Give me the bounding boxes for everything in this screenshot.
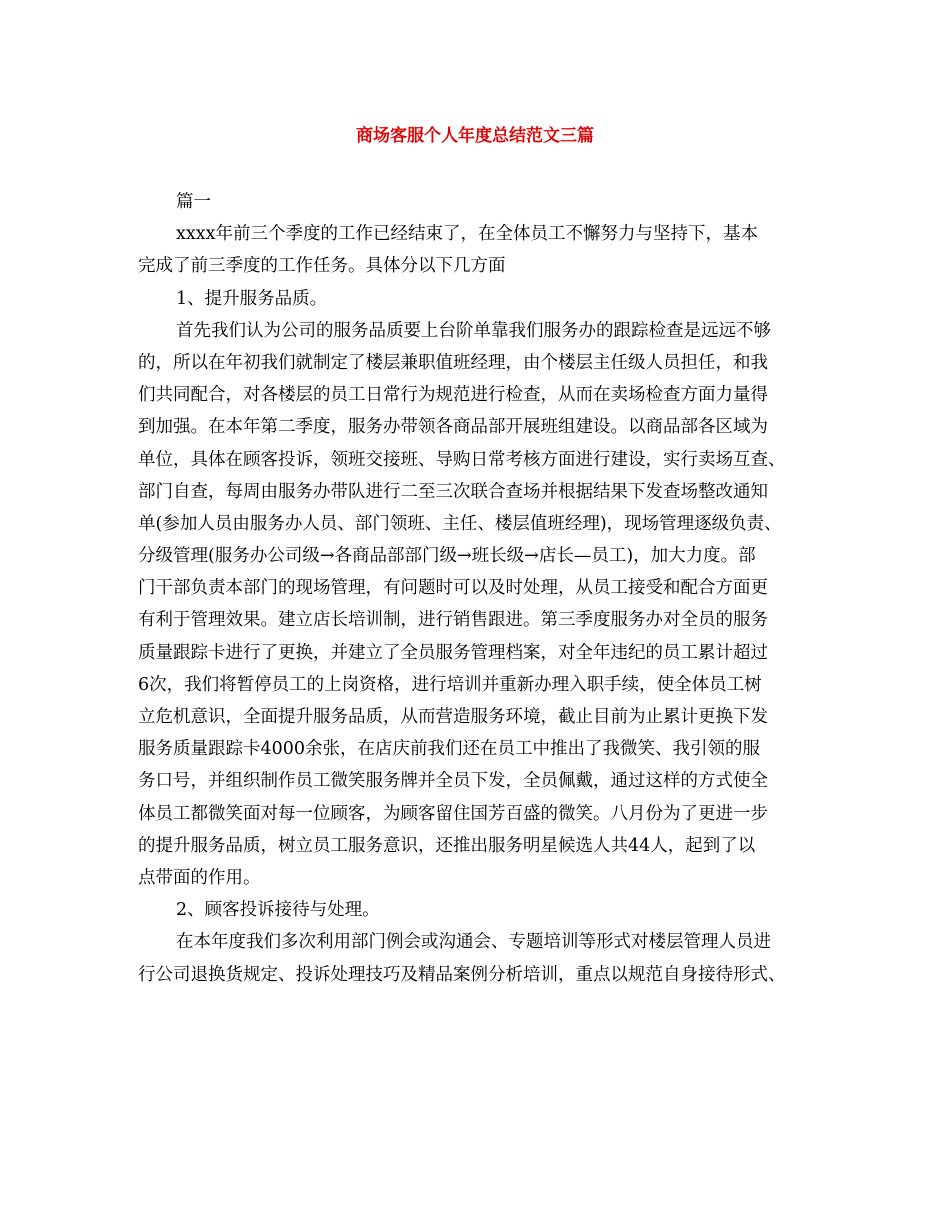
text-line: 单(参加人员由服务办人员、部门领班、主任、楼层值班经理)，现场管理逐级负责、 bbox=[138, 513, 782, 534]
text-line: 务口号，并组织制作员工微笑服务牌并全员下发，全员佩戴，通过这样的方式使全 bbox=[138, 771, 768, 792]
text-line: 在本年度我们多次利用部门例会或沟通会、专题培训等形式对楼层管理人员进 bbox=[176, 932, 771, 953]
text-line: 篇一 bbox=[176, 192, 211, 212]
text-line: 首先我们认为公司的服务品质要上台阶单靠我们服务办的跟踪检查是远远不够 bbox=[176, 320, 771, 341]
text-line: 有利于管理效果。建立店长培训制，进行销售跟进。第三季度服务办对全员的服务 bbox=[138, 610, 768, 631]
text-line: 门干部负责本部门的现场管理，有问题时可以及时处理，从员工接受和配合方面更 bbox=[138, 578, 768, 599]
text-line: 体员工都微笑面对每一位顾客，为顾客留住国芳百盛的微笑。八月份为了更进一步 bbox=[138, 803, 768, 824]
text-line: 2、顾客投诉接待与处理。 bbox=[176, 900, 380, 921]
document-body bbox=[138, 186, 814, 991]
document-title: 商场客服个人年度总结范文三篇 bbox=[356, 126, 594, 146]
text-line: 单位，具体在顾客投诉，领班交接班、导购日常考核方面进行建设，实行卖场互查、 bbox=[138, 449, 786, 470]
text-line: 到加强。在本年第二季度，服务办带领各商品部开展班组建设。以商品部各区域为 bbox=[138, 417, 768, 438]
text-line: 点带面的作用。 bbox=[138, 867, 261, 888]
text-line: 的，所以在年初我们就制定了楼层兼职值班经理，由个楼层主任级人员担任，和我 bbox=[138, 352, 768, 373]
text-line: 的提升服务品质，树立员工服务意识，还推出服务明星候选人共44人，起到了以 bbox=[138, 835, 756, 856]
text-line: 6次，我们将暂停员工的上岗资格，进行培训并重新办理入职手续，使全体员工树 bbox=[138, 674, 762, 695]
text-line: 们共同配合，对各楼层的员工日常行为规范进行检查，从而在卖场检查方面力量得 bbox=[138, 385, 768, 406]
text-line: 质量跟踪卡进行了更换，并建立了全员服务管理档案，对全年违纪的员工累计超过 bbox=[138, 642, 768, 663]
text-line: 1、提升服务品质。 bbox=[176, 288, 328, 309]
text-line: 完成了前三季度的工作任务。具体分以下几方面 bbox=[138, 256, 506, 277]
text-line: 分级管理(服务办公司级→各商品部部门级→班长级→店长—员工)，加大力度。部 bbox=[138, 546, 756, 567]
text-line: xxxx年前三个季度的工作已经结束了，在全体员工不懈努力与坚持下，基本 bbox=[176, 224, 758, 245]
text-line: 部门自查，每周由服务办带队进行二至三次联合查场并根据结果下发查场整改通知 bbox=[138, 481, 768, 502]
text-line: 立危机意识，全面提升服务品质，从而营造服务环境，截止目前为止累计更换下发 bbox=[138, 707, 768, 727]
text-line: 行公司退换货规定、投诉处理技巧及精品案例分析培训，重点以规范自身接待形式、 bbox=[138, 964, 786, 985]
text-line: 服务质量跟踪卡4000余张，在店庆前我们还在员工中推出了我微笑、我引领的服 bbox=[138, 739, 761, 760]
